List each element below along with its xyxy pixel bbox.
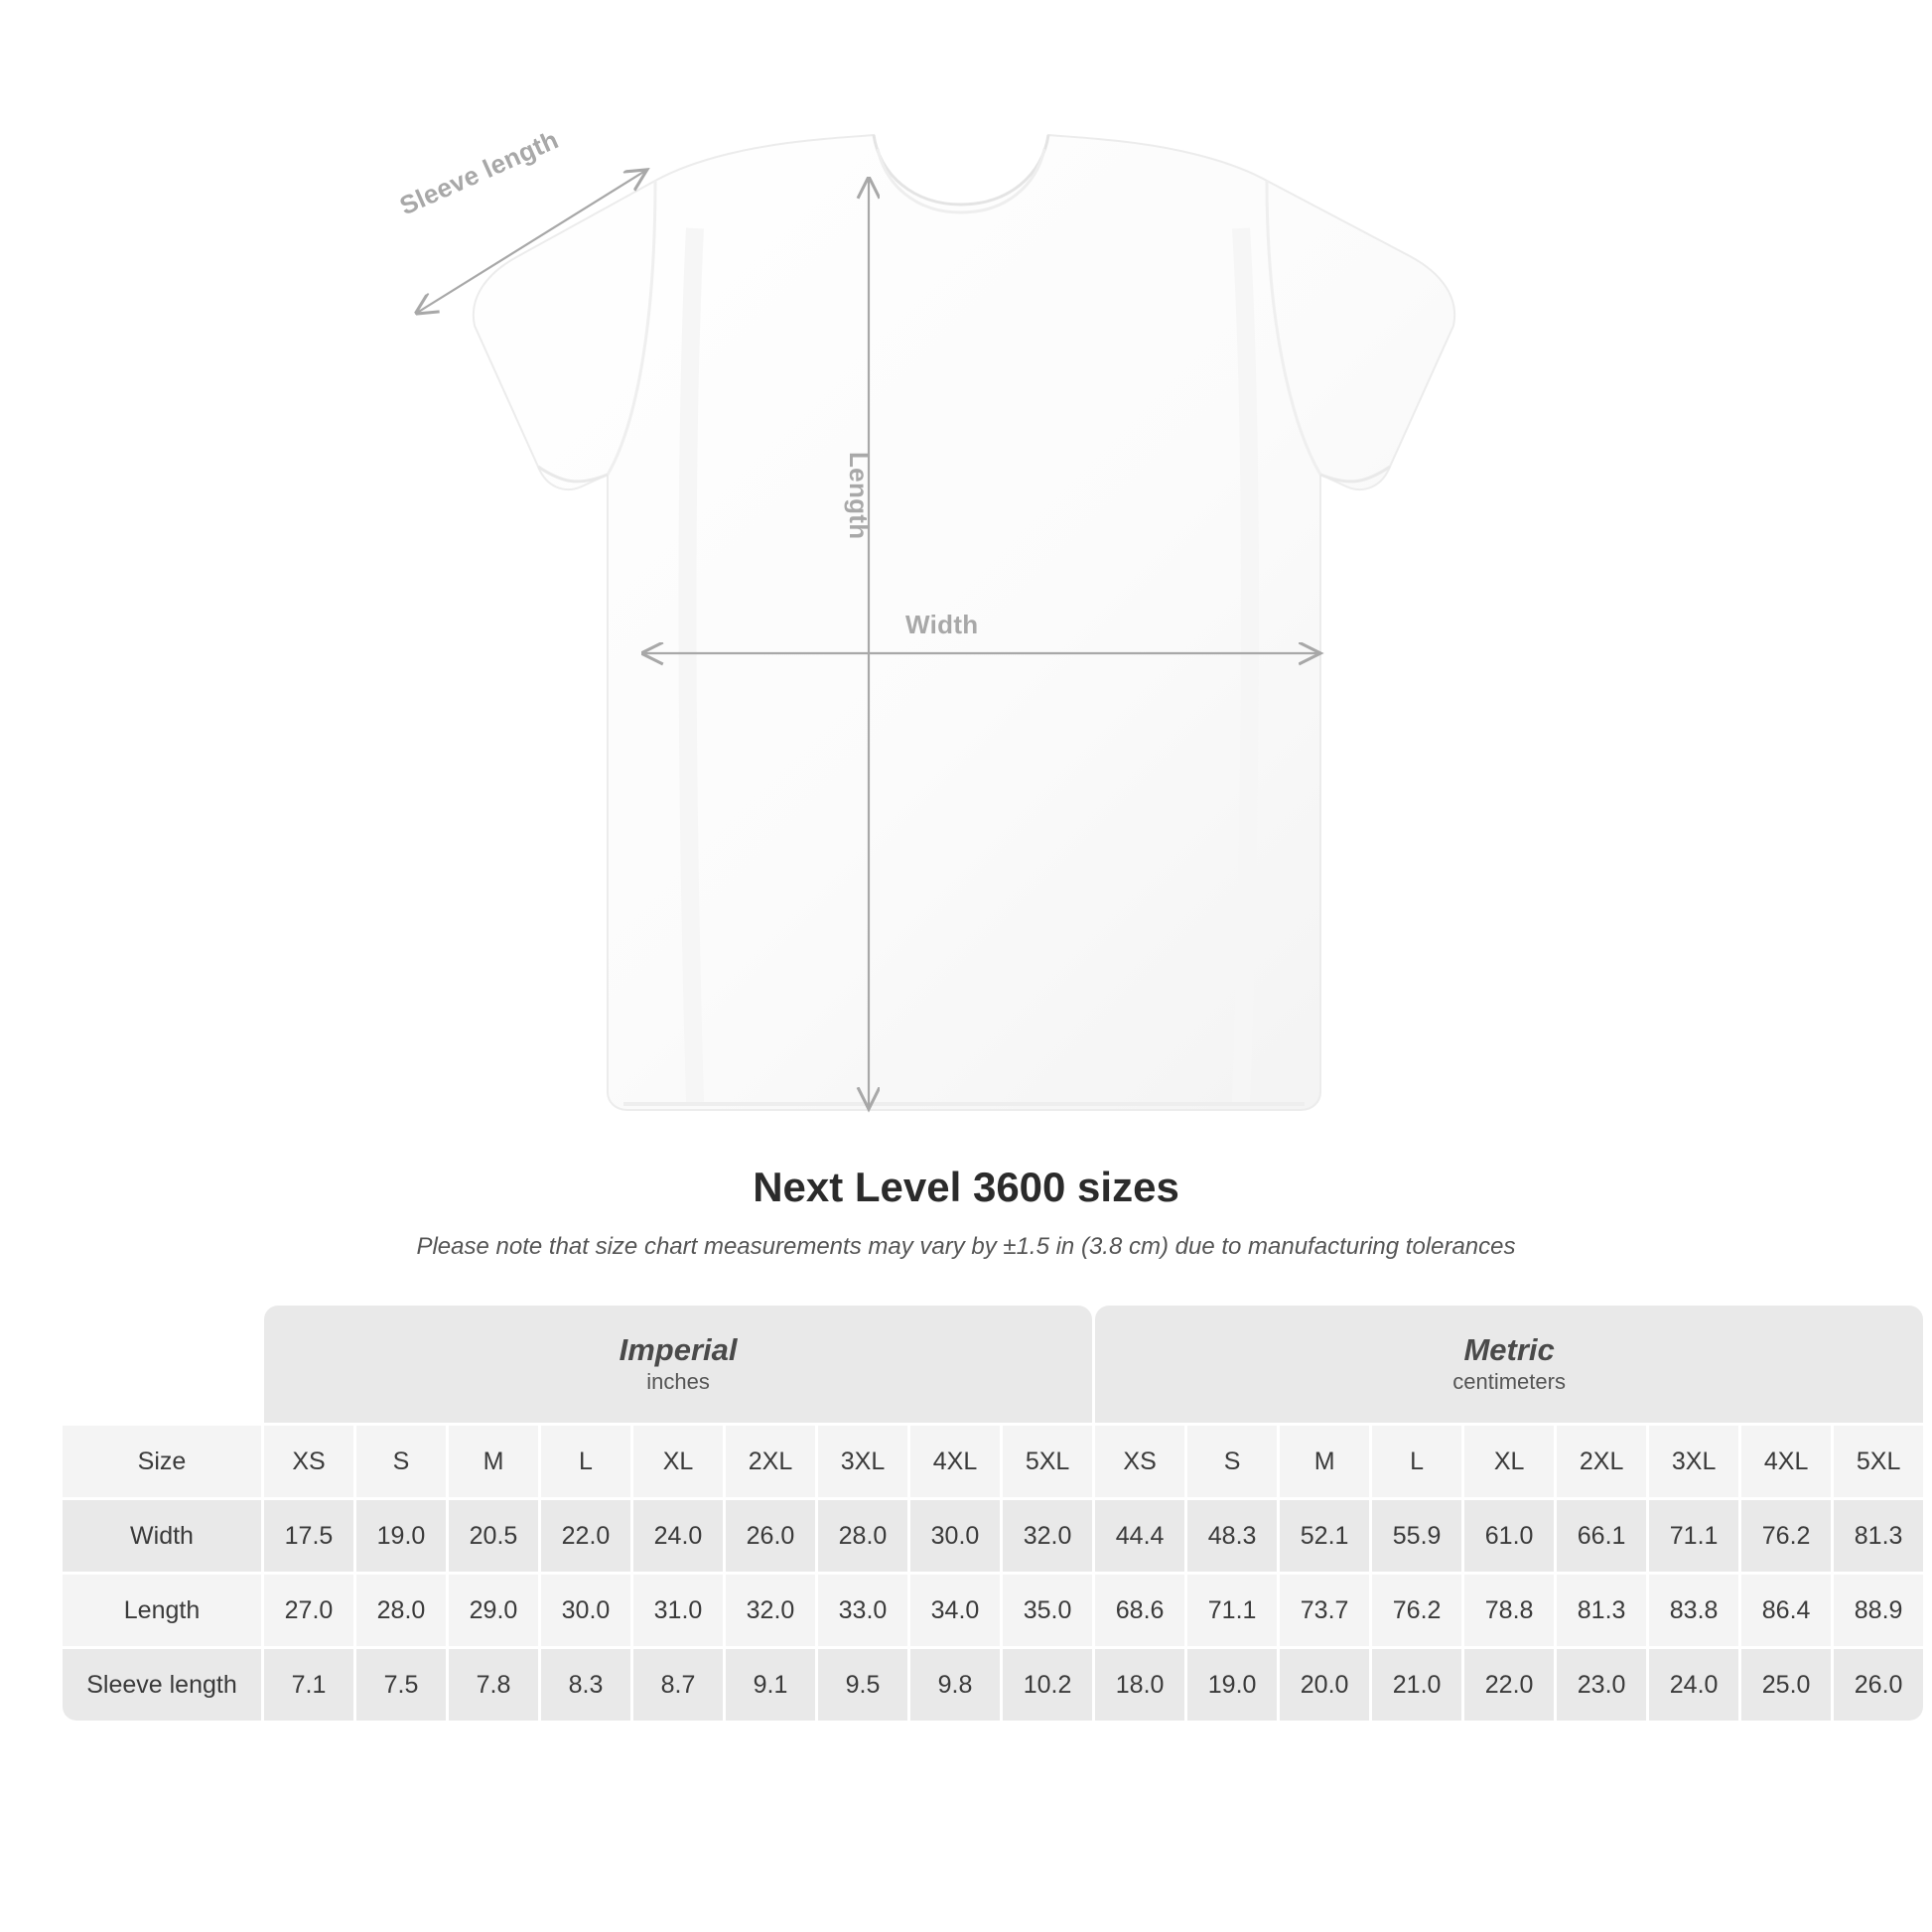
page-title: Next Level 3600 sizes — [753, 1164, 1179, 1210]
cell-length-imperial-xs: 27.0 — [264, 1575, 353, 1646]
col-head-metric-3xl: 3XL — [1649, 1426, 1738, 1497]
col-head-imperial-4xl: 4XL — [910, 1426, 1000, 1497]
cell-length-imperial-m: 29.0 — [449, 1575, 538, 1646]
unit-group-imperial — [264, 1306, 1092, 1423]
cell-length-metric-4xl: 86.4 — [1741, 1575, 1831, 1646]
cell-width-imperial-xs: 17.5 — [264, 1500, 353, 1572]
cell-sleeve-metric-5xl: 26.0 — [1834, 1649, 1923, 1721]
sleeve-length-label: Sleeve length — [395, 124, 563, 221]
unit-group-metric — [1095, 1306, 1923, 1423]
cell-sleeve-metric-4xl: 25.0 — [1741, 1649, 1831, 1721]
col-head-imperial-xl: XL — [633, 1426, 723, 1497]
cell-width-metric-3xl: 71.1 — [1649, 1500, 1738, 1572]
cell-length-imperial-2xl: 32.0 — [726, 1575, 815, 1646]
cell-sleeve-metric-xs: 18.0 — [1095, 1649, 1184, 1721]
cell-width-metric-5xl: 81.3 — [1834, 1500, 1923, 1572]
cell-sleeve-metric-3xl: 24.0 — [1649, 1649, 1738, 1721]
length-label: Length — [844, 452, 874, 540]
unit-header-row — [63, 1306, 1923, 1423]
col-head-imperial-2xl: 2XL — [726, 1426, 815, 1497]
cell-width-imperial-l: 22.0 — [541, 1500, 630, 1572]
table-row-length — [63, 1575, 1923, 1646]
cell-sleeve-metric-2xl: 23.0 — [1557, 1649, 1646, 1721]
size-table-wrapper — [60, 1303, 1903, 1724]
col-head-metric-4xl: 4XL — [1741, 1426, 1831, 1497]
col-head-metric-5xl: 5XL — [1834, 1426, 1923, 1497]
cell-length-metric-3xl: 83.8 — [1649, 1575, 1738, 1646]
cell-length-metric-xs: 68.6 — [1095, 1575, 1184, 1646]
cell-length-imperial-4xl: 34.0 — [910, 1575, 1000, 1646]
size-chart-table — [60, 1303, 1926, 1724]
cell-length-imperial-xl: 31.0 — [633, 1575, 723, 1646]
size-header-label: Size — [63, 1426, 261, 1497]
size-header-row — [63, 1426, 1923, 1497]
cell-sleeve-imperial-s: 7.5 — [356, 1649, 446, 1721]
unit-sub-metric: centimeters — [1452, 1368, 1566, 1394]
cell-width-metric-4xl: 76.2 — [1741, 1500, 1831, 1572]
col-head-imperial-s: S — [356, 1426, 446, 1497]
col-head-imperial-l: L — [541, 1426, 630, 1497]
cell-sleeve-imperial-4xl: 9.8 — [910, 1649, 1000, 1721]
cell-sleeve-imperial-xs: 7.1 — [264, 1649, 353, 1721]
col-head-imperial-m: M — [449, 1426, 538, 1497]
cell-length-metric-2xl: 81.3 — [1557, 1575, 1646, 1646]
cell-length-imperial-3xl: 33.0 — [818, 1575, 907, 1646]
cell-sleeve-imperial-m: 7.8 — [449, 1649, 538, 1721]
cell-length-metric-5xl: 88.9 — [1834, 1575, 1923, 1646]
cell-length-metric-l: 76.2 — [1372, 1575, 1461, 1646]
col-head-imperial-5xl: 5XL — [1003, 1426, 1092, 1497]
cell-width-metric-xs: 44.4 — [1095, 1500, 1184, 1572]
row-label-width: Width — [63, 1500, 261, 1572]
col-head-metric-xl: XL — [1464, 1426, 1554, 1497]
cell-sleeve-metric-s: 19.0 — [1187, 1649, 1277, 1721]
tolerance-note: Please note that size chart measurements may vary by ±1.5 in (3.8 cm) due to manufacturing tolerances — [416, 1233, 1516, 1260]
cell-width-imperial-s: 19.0 — [356, 1500, 446, 1572]
cell-sleeve-metric-l: 21.0 — [1372, 1649, 1461, 1721]
cell-length-imperial-5xl: 35.0 — [1003, 1575, 1092, 1646]
cell-length-imperial-l: 30.0 — [541, 1575, 630, 1646]
cell-length-metric-m: 73.7 — [1280, 1575, 1369, 1646]
col-head-metric-l: L — [1372, 1426, 1461, 1497]
cell-sleeve-imperial-l: 8.3 — [541, 1649, 630, 1721]
cell-width-imperial-xl: 24.0 — [633, 1500, 723, 1572]
cell-sleeve-imperial-xl: 8.7 — [633, 1649, 723, 1721]
cell-width-metric-s: 48.3 — [1187, 1500, 1277, 1572]
width-label: Width — [905, 610, 979, 639]
unit-sub-imperial: inches — [646, 1368, 710, 1394]
cell-sleeve-imperial-5xl: 10.2 — [1003, 1649, 1092, 1721]
table-row-width — [63, 1500, 1923, 1572]
col-head-metric-2xl: 2XL — [1557, 1426, 1646, 1497]
cell-width-imperial-5xl: 32.0 — [1003, 1500, 1092, 1572]
row-label-length: Length — [63, 1575, 261, 1646]
cell-sleeve-metric-m: 20.0 — [1280, 1649, 1369, 1721]
col-head-metric-xs: XS — [1095, 1426, 1184, 1497]
cell-width-metric-l: 55.9 — [1372, 1500, 1461, 1572]
corner-blank — [63, 1306, 261, 1423]
cell-sleeve-metric-xl: 22.0 — [1464, 1649, 1554, 1721]
table-row-sleeve-length — [63, 1649, 1923, 1721]
col-head-metric-m: M — [1280, 1426, 1369, 1497]
cell-length-imperial-s: 28.0 — [356, 1575, 446, 1646]
unit-name-imperial: Imperial — [619, 1331, 738, 1367]
cell-sleeve-imperial-2xl: 9.1 — [726, 1649, 815, 1721]
cell-width-imperial-3xl: 28.0 — [818, 1500, 907, 1572]
row-label-sleeve-length: Sleeve length — [63, 1649, 261, 1721]
col-head-metric-s: S — [1187, 1426, 1277, 1497]
cell-length-metric-xl: 78.8 — [1464, 1575, 1554, 1646]
cell-width-imperial-4xl: 30.0 — [910, 1500, 1000, 1572]
unit-name-metric: Metric — [1463, 1331, 1555, 1367]
cell-width-metric-m: 52.1 — [1280, 1500, 1369, 1572]
cell-width-metric-xl: 61.0 — [1464, 1500, 1554, 1572]
cell-length-metric-s: 71.1 — [1187, 1575, 1277, 1646]
cell-width-imperial-m: 20.5 — [449, 1500, 538, 1572]
cell-width-imperial-2xl: 26.0 — [726, 1500, 815, 1572]
cell-width-metric-2xl: 66.1 — [1557, 1500, 1646, 1572]
col-head-imperial-3xl: 3XL — [818, 1426, 907, 1497]
cell-sleeve-imperial-3xl: 9.5 — [818, 1649, 907, 1721]
col-head-imperial-xs: XS — [264, 1426, 353, 1497]
